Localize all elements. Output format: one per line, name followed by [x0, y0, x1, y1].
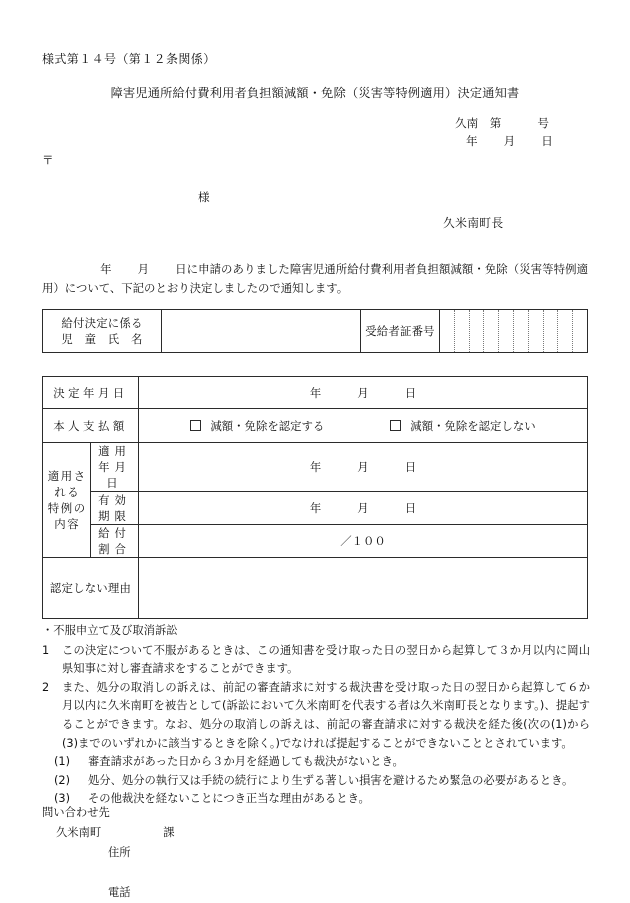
special-provision-label [43, 443, 91, 558]
approve-option-label: 減額・免除を認定する [210, 418, 325, 433]
document-title: 障害児通所給付費利用者負担額減額・免除（災害等特例適用）決定通知書 [110, 86, 520, 100]
recipient-number-digit[interactable] [573, 310, 588, 353]
table-row [43, 558, 588, 619]
table-row [43, 525, 588, 558]
appeal-notice-sub-3-text: その他裁決を経ないことにつき正当な理由があるとき。 [88, 792, 370, 806]
denial-reason-label: 認定しない理由 [43, 558, 139, 619]
payment-options [139, 409, 588, 443]
document-date-year: 年 [466, 134, 478, 148]
recipient-number-digit[interactable] [499, 310, 514, 353]
document-date-day: 日 [541, 134, 553, 148]
postal-code-mark: 〒 [42, 153, 54, 167]
body-lead-year: 年 [100, 262, 112, 276]
recipient-number-digit[interactable] [440, 310, 455, 353]
approve-option[interactable] [190, 418, 324, 434]
appeal-notice-sub-2 [42, 772, 590, 791]
contact-phone-label: 電話 [108, 886, 131, 899]
apply-date-value[interactable] [139, 443, 588, 492]
recipient-number-digit[interactable] [513, 310, 528, 353]
checkbox-icon[interactable] [390, 420, 401, 431]
deny-option[interactable] [390, 418, 535, 434]
document-date-line [466, 133, 553, 149]
table-row [43, 409, 588, 443]
contact-spacer [42, 863, 175, 883]
recipient-number-digit[interactable] [558, 310, 573, 353]
appeal-notice-sub-3-number: (3) [54, 792, 71, 806]
special-provision-label-line2: 特例の内容 [47, 501, 87, 531]
appeal-notice-sub-1-number: (1) [54, 755, 71, 769]
recipient-number-digit[interactable] [454, 310, 469, 353]
appeal-notice-sub-1-text: 審査請求があった日から３か月を経過しても裁決がないとき。 [88, 755, 404, 769]
document-number-prefix: 久南 第 [455, 116, 502, 130]
document-date-month: 月 [503, 134, 516, 148]
apply-date-year: 年 [309, 460, 322, 474]
deny-option-label: 減額・免除を認定しない [410, 418, 536, 433]
contact-heading: 問い合わせ先 [42, 806, 110, 819]
decision-date-value[interactable] [139, 377, 588, 409]
appeal-notice-item-1-text: この決定について不服があるときは、この通知書を受け取った日の翌日から起算して３か月以内に岡山県知事に対し審査請求をすることができます。 [62, 643, 590, 676]
table-row [43, 443, 588, 492]
valid-period-month: 月 [357, 501, 369, 515]
table-row [43, 310, 588, 353]
appeal-notice-item-1-number: 1 [42, 643, 50, 657]
recipient-number-label: 受給者証番号 [361, 310, 440, 353]
checkbox-icon[interactable] [190, 420, 201, 431]
document-number-line [455, 115, 549, 131]
document-number-suffix: 号 [537, 116, 549, 130]
recipient-number-digit[interactable] [528, 310, 543, 353]
table-row [43, 377, 588, 409]
body-lead-month: 月 [137, 262, 150, 276]
appeal-notice-item-1 [42, 642, 590, 679]
appeal-notice [42, 622, 590, 809]
child-name-label-line1: 給付決定に係る [61, 316, 143, 330]
body-text: 日に申請のありました障害児通所給付費利用者負担額減額・免除（災害等特例適用）について、下記のとおり決定しましたので通知します。 [42, 262, 588, 295]
valid-period-year: 年 [309, 501, 322, 515]
decision-date-year: 年 [309, 385, 322, 400]
appeal-notice-item-2-number: 2 [42, 680, 50, 694]
apply-date-month: 月 [357, 460, 369, 474]
contact-address-row [42, 843, 175, 863]
appeal-notice-heading: ・不服申立て及び取消訴訟 [42, 624, 178, 637]
addressee-honorific: 様 [198, 190, 210, 204]
decision-table [42, 376, 588, 619]
appeal-notice-item-2 [42, 679, 590, 753]
contact-town-row [42, 823, 175, 843]
apply-date-day: 日 [404, 460, 417, 474]
appeal-notice-sub-1 [42, 753, 590, 772]
contact-town: 久米南町 [56, 826, 102, 839]
contact-division-label: 課 [163, 826, 175, 839]
contact-phone-row [42, 883, 175, 903]
apply-date-label: 適用年月日 [91, 443, 139, 492]
valid-period-value[interactable] [139, 492, 588, 525]
appeal-notice-item-2-text: また、処分の取消しの訴えは、前記の審査請求に対する裁決書を受け取った日の翌日から起算して６か月以内に久米南町を被告として(訴訟において久米南町を代表する者は久米南町長となります。)、提起することができます。なお、処分の取消しの訴えは、前記の審査請求に対する裁決を経た後(次の(1)から(3)までのいずれかに該当するときを除く。)でなければ提起することができないこととされています。 [62, 680, 590, 750]
denial-reason-value[interactable] [139, 558, 588, 619]
recipient-number-digit[interactable] [469, 310, 484, 353]
child-name-table [42, 309, 588, 353]
benefit-rate-value[interactable]: ／１００ [139, 525, 588, 558]
decision-date-label: 決定年月日 [43, 377, 139, 409]
table-row [43, 492, 588, 525]
child-name-label-line2: 児 童 氏 名 [61, 332, 143, 346]
contact-address-label: 住所 [108, 846, 131, 859]
payment-amount-label: 本人支払額 [43, 409, 139, 443]
issuer-name: 久米南町長 [443, 216, 504, 230]
recipient-number-digit[interactable] [484, 310, 499, 353]
valid-period-day: 日 [404, 501, 417, 515]
body-paragraph [42, 260, 588, 298]
valid-period-label: 有効期限 [91, 492, 139, 525]
recipient-number-digit[interactable] [543, 310, 558, 353]
benefit-rate-label: 給付割合 [91, 525, 139, 558]
decision-date-day: 日 [404, 385, 417, 400]
appeal-notice-sub-2-number: (2) [54, 773, 71, 787]
appeal-notice-sub-2-text: 処分、処分の執行又は手続の続行により生ずる著しい損害を避けるため緊急の必要があるとき。 [88, 773, 574, 787]
decision-date-month: 月 [357, 385, 369, 400]
form-number: 様式第１４号（第１２条関係） [42, 52, 216, 66]
child-name-label [43, 310, 162, 353]
special-provision-label-line1: 適用される [47, 469, 87, 499]
child-name-value[interactable] [162, 310, 361, 353]
contact-section [42, 803, 175, 903]
